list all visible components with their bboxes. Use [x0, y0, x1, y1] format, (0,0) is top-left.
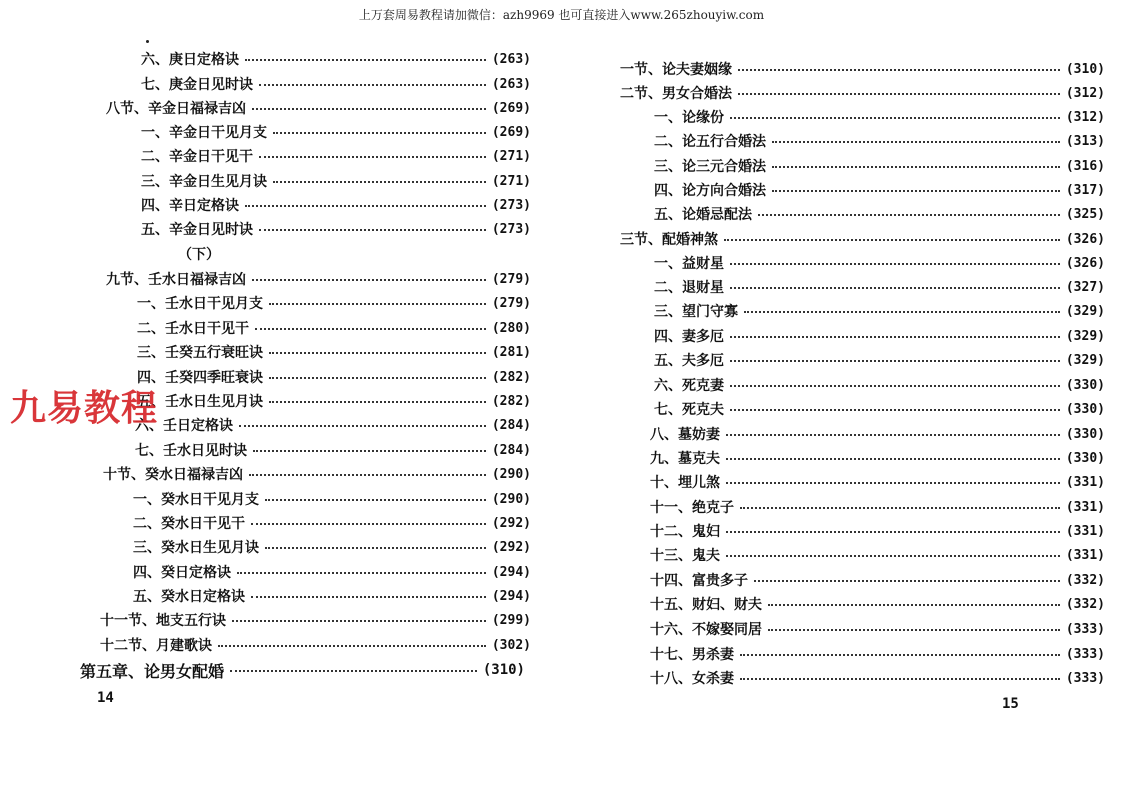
toc-entry-title: 十节、癸水日福禄吉凶 — [103, 467, 243, 483]
toc-entry-title: 十一节、地支五行诀 — [100, 613, 226, 629]
leader-dots — [269, 303, 486, 305]
toc-entry — [654, 398, 1105, 420]
toc-entry-title: 六、死克妻 — [654, 378, 724, 394]
leader-dots — [768, 629, 1060, 631]
toc-entry-title: 九、墓克夫 — [650, 451, 720, 467]
toc-entry-title: 四、辛日定格诀 — [141, 198, 239, 214]
leader-dots — [265, 499, 486, 501]
leader-dots — [239, 425, 486, 427]
toc-entry — [650, 423, 1105, 445]
toc-entry-title: 二、壬水日干见干 — [137, 321, 249, 337]
toc-entry-page: (329) — [1065, 352, 1105, 368]
toc-entry-title: 四、癸日定格诀 — [133, 565, 231, 581]
leader-dots — [255, 328, 486, 330]
toc-entry-page: (330) — [1065, 377, 1105, 393]
toc-entry — [141, 170, 531, 192]
toc-entry — [650, 569, 1105, 591]
toc-entry-page: (292) — [491, 515, 531, 531]
toc-entry-page: (310) — [482, 662, 525, 678]
toc-entry — [133, 488, 531, 510]
toc-entry — [141, 218, 531, 240]
toc-entry — [137, 317, 531, 339]
toc-entry — [654, 179, 1105, 201]
toc-entry-title: 七、死克夫 — [654, 402, 724, 418]
toc-entry-page: (281) — [491, 344, 531, 360]
toc-entry-page: (263) — [491, 51, 531, 67]
toc-entry-title: 七、庚金日见时诀 — [141, 77, 253, 93]
leader-dots — [726, 482, 1060, 484]
toc-entry-page: (273) — [491, 221, 531, 237]
leader-dots — [273, 181, 486, 183]
toc-entry-page: (333) — [1065, 646, 1105, 662]
toc-entry-page: (302) — [491, 637, 531, 653]
leader-dots — [738, 69, 1060, 71]
toc-entry — [141, 48, 531, 70]
leader-dots — [772, 166, 1060, 168]
toc-entry — [654, 300, 1105, 322]
toc-entry-page: (279) — [491, 271, 531, 287]
toc-entry-page: (290) — [491, 491, 531, 507]
leader-dots — [259, 229, 486, 231]
toc-entry — [133, 512, 531, 534]
leader-dots — [758, 214, 1060, 216]
toc-entry-page: (333) — [1065, 621, 1105, 637]
leader-dots — [726, 555, 1060, 557]
toc-entry-page: (329) — [1065, 303, 1105, 319]
toc-entry-title: 十、埋儿煞 — [650, 475, 720, 491]
leader-dots — [249, 474, 486, 476]
toc-entry-page: (279) — [491, 295, 531, 311]
leader-dots — [259, 84, 486, 86]
leader-dots — [738, 93, 1060, 95]
leader-dots — [730, 117, 1060, 119]
toc-entry-title: 九节、壬水日福禄吉凶 — [106, 272, 246, 288]
leader-dots — [772, 190, 1060, 192]
toc-entry-title: 三节、配婚神煞 — [620, 232, 718, 248]
toc-entry-page: (313) — [1065, 133, 1105, 149]
leader-dots — [245, 59, 486, 61]
toc-entry-title: 十二节、月建歌诀 — [100, 638, 212, 654]
toc-entry-title: 六、庚日定格诀 — [141, 52, 239, 68]
toc-entry-page: (284) — [491, 442, 531, 458]
toc-entry — [650, 471, 1105, 493]
toc-entry — [650, 667, 1105, 689]
toc-entry-title: 六、壬日定格诀 — [135, 418, 233, 434]
toc-entry-title: 五、辛金日见时诀 — [141, 222, 253, 238]
toc-entry-title: 一、论缘份 — [654, 110, 724, 126]
toc-entry — [137, 341, 531, 363]
toc-entry-page: (333) — [1065, 670, 1105, 686]
toc-entry-title: 十三、鬼夫 — [650, 548, 720, 564]
toc-entry — [133, 585, 531, 607]
toc-entry — [141, 121, 531, 143]
toc-entry-page: (331) — [1065, 523, 1105, 539]
page-number: 15 — [1002, 696, 1019, 712]
toc-entry-page: (330) — [1065, 401, 1105, 417]
toc-entry-page: (330) — [1065, 426, 1105, 442]
leader-dots — [740, 654, 1060, 656]
toc-entry — [654, 155, 1105, 177]
toc-entry — [654, 349, 1105, 371]
leader-dots — [218, 645, 486, 647]
leader-dots — [252, 279, 486, 281]
leader-dots — [730, 287, 1060, 289]
toc-entry — [620, 58, 1105, 80]
toc-entry-page: (269) — [491, 124, 531, 140]
toc-entry-page: (312) — [1065, 85, 1105, 101]
toc-entry-title: （下） — [178, 247, 220, 263]
toc-entry-page: (269) — [491, 100, 531, 116]
leader-dots — [726, 531, 1060, 533]
toc-entry — [135, 414, 531, 436]
toc-entry-title: 三、辛金日生见月诀 — [141, 174, 267, 190]
toc-entry — [135, 439, 531, 461]
toc-entry-title: 十四、富贵多子 — [650, 573, 748, 589]
toc-entry-page: (263) — [491, 76, 531, 92]
leader-dots — [251, 523, 486, 525]
toc-entry-title: 三、望门守寡 — [654, 304, 738, 320]
toc-entry — [137, 292, 531, 314]
toc-entry — [654, 276, 1105, 298]
toc-entry — [650, 593, 1105, 615]
toc-entry-page: (332) — [1065, 596, 1105, 612]
leader-dots — [740, 678, 1060, 680]
toc-entry-page: (282) — [491, 369, 531, 385]
toc-entry — [654, 325, 1105, 347]
leader-dots — [237, 572, 486, 574]
toc-entry-page: (325) — [1065, 206, 1105, 222]
leader-dots — [269, 401, 486, 403]
toc-entry — [141, 194, 531, 216]
toc-chapter-entry — [80, 659, 525, 681]
leader-dots — [754, 580, 1060, 582]
toc-entry-title: 二、退财星 — [654, 280, 724, 296]
page-number: 14 — [97, 690, 114, 706]
toc-entry — [103, 463, 531, 485]
leader-dots — [768, 604, 1060, 606]
toc-entry-title: 四、论方向合婚法 — [654, 183, 766, 199]
toc-entry — [654, 252, 1105, 274]
leader-dots — [730, 336, 1060, 338]
leader-dots — [726, 458, 1060, 460]
ink-speck — [146, 40, 149, 43]
toc-entry-title: 十一、绝克子 — [650, 500, 734, 516]
toc-entry — [137, 366, 531, 388]
toc-entry-page: (316) — [1065, 158, 1105, 174]
toc-entry-page: (290) — [491, 466, 531, 482]
toc-entry — [650, 544, 1105, 566]
leader-dots — [772, 141, 1060, 143]
toc-entry-page: (310) — [1065, 61, 1105, 77]
toc-entry — [106, 97, 531, 119]
toc-entry — [620, 82, 1105, 104]
toc-entry-title: 五、夫多厄 — [654, 353, 724, 369]
toc-entry — [654, 374, 1105, 396]
leader-dots — [232, 620, 486, 622]
toc-entry-title: 四、壬癸四季旺衰诀 — [137, 370, 263, 386]
toc-entry-title: 十七、男杀妻 — [650, 647, 734, 663]
toc-entry — [100, 609, 531, 631]
toc-entry-page: (317) — [1065, 182, 1105, 198]
leader-dots — [744, 311, 1060, 313]
toc-entry-title: 一、辛金日干见月支 — [141, 125, 267, 141]
toc-entry-title: 七、壬水日见时诀 — [135, 443, 247, 459]
toc-entry-title: 一、癸水日干见月支 — [133, 492, 259, 508]
toc-entry — [650, 618, 1105, 640]
toc-entry-title: 三、壬癸五行衰旺诀 — [137, 345, 263, 361]
toc-entry-title: 一、益财星 — [654, 256, 724, 272]
toc-entry-title: 四、妻多厄 — [654, 329, 724, 345]
toc-entry — [141, 73, 531, 95]
page-header-banner: 上万套周易教程请加微信：azh9969 也可直接进入www.265zhouyiw.com — [358, 8, 765, 22]
toc-entry — [106, 268, 531, 290]
toc-entry-page: (326) — [1065, 231, 1105, 247]
toc-entry-title: 一、壬水日干见月支 — [137, 296, 263, 312]
toc-entry — [650, 520, 1105, 542]
toc-entry-page: (280) — [491, 320, 531, 336]
leader-dots — [269, 377, 486, 379]
toc-entry-page: (271) — [491, 173, 531, 189]
toc-entry-page: (282) — [491, 393, 531, 409]
toc-entry-page: (331) — [1065, 547, 1105, 563]
toc-entry-title: 二、癸水日干见干 — [133, 516, 245, 532]
toc-entry-page: (332) — [1065, 572, 1105, 588]
toc-entry-page: (327) — [1065, 279, 1105, 295]
toc-entry — [654, 203, 1105, 225]
leader-dots — [726, 434, 1060, 436]
leader-dots — [245, 205, 486, 207]
toc-entry-page: (326) — [1065, 255, 1105, 271]
toc-entry-title: 二节、男女合婚法 — [620, 86, 732, 102]
toc-entry-page: (292) — [491, 539, 531, 555]
leader-dots — [230, 670, 477, 672]
toc-entry — [650, 643, 1105, 665]
toc-entry-title: 十八、女杀妻 — [650, 671, 734, 687]
toc-entry — [133, 536, 531, 558]
leader-dots — [740, 507, 1060, 509]
toc-entry — [654, 106, 1105, 128]
toc-entry-page: (312) — [1065, 109, 1105, 125]
toc-entry-page: (294) — [491, 564, 531, 580]
toc-entry — [133, 561, 531, 583]
toc-entry — [650, 496, 1105, 518]
leader-dots — [730, 409, 1060, 411]
toc-entry — [100, 634, 531, 656]
volume-marker — [178, 243, 278, 265]
toc-entry-title: 三、癸水日生见月诀 — [133, 540, 259, 556]
toc-entry-title: 三、论三元合婚法 — [654, 159, 766, 175]
toc-entry-title: 十五、财妇、财夫 — [650, 597, 762, 613]
leader-dots — [730, 360, 1060, 362]
toc-entry — [137, 390, 531, 412]
toc-entry-page: (273) — [491, 197, 531, 213]
toc-entry-title: 二、辛金日干见干 — [141, 149, 253, 165]
leader-dots — [251, 596, 486, 598]
toc-entry-page: (331) — [1065, 499, 1105, 515]
toc-entry-title: 第五章、论男女配婚 — [80, 661, 225, 681]
leader-dots — [730, 385, 1060, 387]
toc-entry-title: 八、墓妨妻 — [650, 427, 720, 443]
toc-entry — [654, 130, 1105, 152]
leader-dots — [253, 450, 486, 452]
leader-dots — [269, 352, 486, 354]
toc-entry-title: 五、壬水日生见月诀 — [137, 394, 263, 410]
toc-entry — [650, 447, 1105, 469]
leader-dots — [730, 263, 1060, 265]
toc-entry-title: 八节、辛金日福禄吉凶 — [106, 101, 246, 117]
toc-entry-page: (330) — [1065, 450, 1105, 466]
toc-entry-title: 十二、鬼妇 — [650, 524, 720, 540]
toc-entry-page: (329) — [1065, 328, 1105, 344]
toc-entry-title: 一节、论夫妻姻缘 — [620, 62, 732, 78]
right-page — [560, 0, 1123, 794]
watermark-logo: 九易教程 — [10, 388, 159, 429]
toc-entry-title: 十六、不嫁娶同居 — [650, 622, 762, 638]
toc-entry-title: 五、论婚忌配法 — [654, 207, 752, 223]
toc-entry-page: (331) — [1065, 474, 1105, 490]
toc-entry — [141, 145, 531, 167]
leader-dots — [252, 108, 486, 110]
toc-entry-page: (294) — [491, 588, 531, 604]
leader-dots — [724, 239, 1060, 241]
leader-dots — [259, 156, 486, 158]
leader-dots — [273, 132, 486, 134]
toc-entry-title: 五、癸水日定格诀 — [133, 589, 245, 605]
toc-entry-page: (299) — [491, 612, 531, 628]
leader-dots — [265, 547, 486, 549]
toc-entry-title: 二、论五行合婚法 — [654, 134, 766, 150]
toc-entry — [620, 228, 1105, 250]
toc-entry-page: (271) — [491, 148, 531, 164]
toc-entry-page: (284) — [491, 417, 531, 433]
